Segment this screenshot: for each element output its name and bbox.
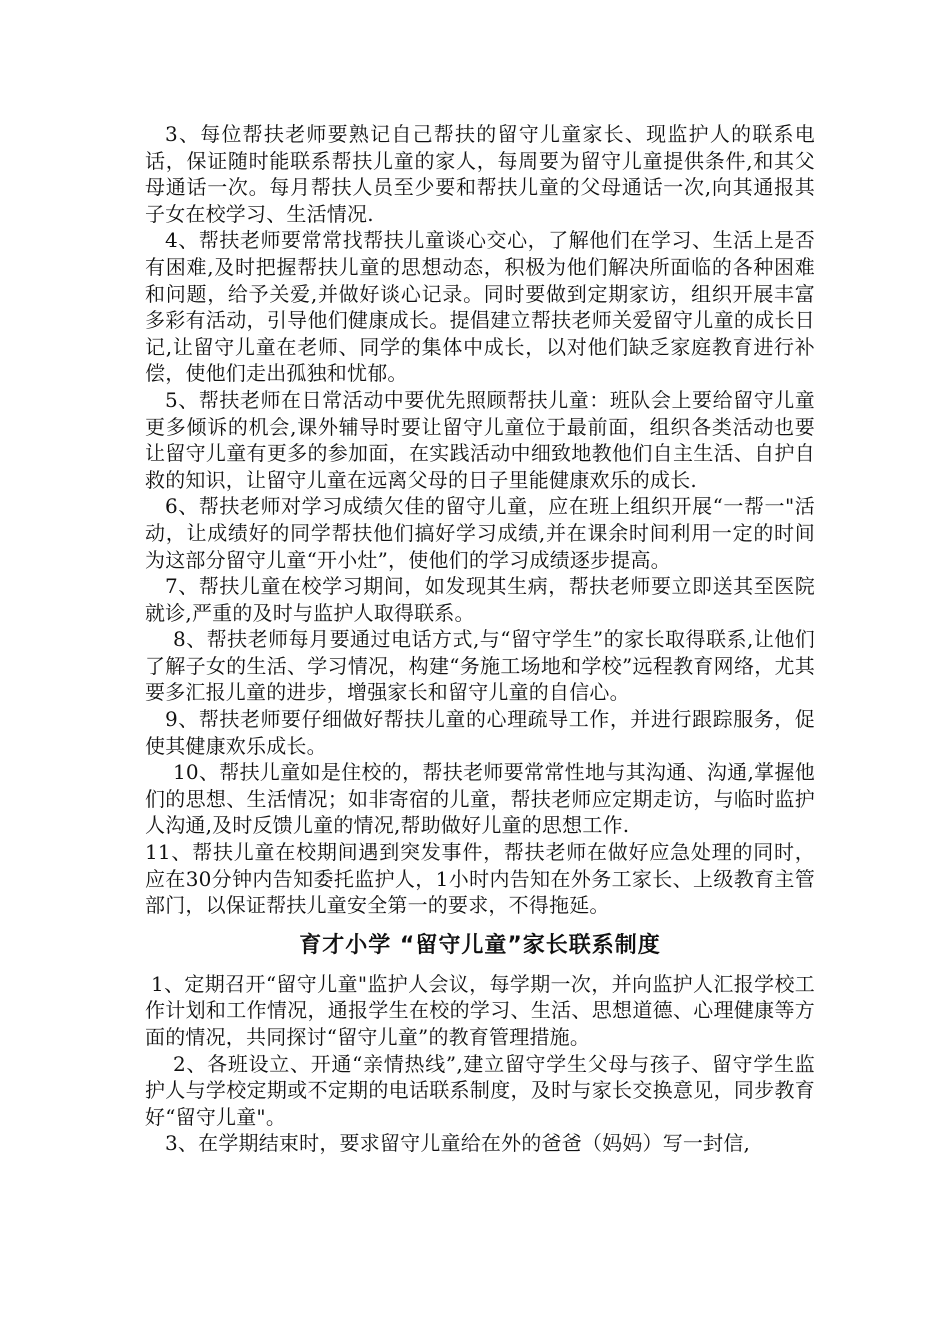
paragraph-9: 9、帮扶老师要仔细做好帮扶儿童的心理疏导工作，并进行跟踪服务，促使其健康欢乐成长。 bbox=[145, 707, 815, 758]
contact-paragraph-2: 2、各班设立、开通“亲情热线”,建立留守学生父母与孩子、留守学生监护人与学校定期或不定期的电话联系制度，及时与家长交换意见，同步教育好“留守儿童"。 bbox=[145, 1051, 815, 1129]
contact-paragraph-1: 1、定期召开“留守儿童"监护人会议，每学期一次，并向监护人汇报学校工作计划和工作情况，通报学生在校的学习、生活、思想道德、心理健康等方面的情况，共同探讨“留守儿童”的教育管理措施。 bbox=[145, 971, 815, 1049]
paragraph-11: 11、帮扶儿童在校期间遇到突发事件，帮扶老师在做好应急处理的同时，应在30分钟内告知委托监护人，1小时内告知在外务工家长、上级教育主管部门，以保证帮扶儿童安全第一的要求，不得拖延。 bbox=[145, 840, 815, 918]
paragraph-5: 5、帮扶老师在日常活动中要优先照顾帮扶儿童：班队会上要给留守儿童更多倾诉的机会,课外辅导时要让留守儿童位于最前面，组织各类活动也要让留守儿童有更多的参加面，在实践活动中细致地教他们自主生活、自护自救的知识，让留守儿童在远离父母的日子里能健康欢乐的成长. bbox=[145, 387, 815, 492]
paragraph-3: 3、每位帮扶老师要熟记自己帮扶的留守儿童家长、现监护人的联系电话，保证随时能联系帮扶儿童的家人，每周要为留守儿童提供条件,和其父母通话一次。每月帮扶人员至少要和帮扶儿童的父母通话一次,向其通报其子女在校学习、生活情况. bbox=[145, 122, 815, 226]
paragraph-4: 4、帮扶老师要常常找帮扶儿童谈心交心，了解他们在学习、生活上是否有困难,及时把握帮扶儿童的思想动态，积极为他们解决所面临的各种困难和问题，给予关爱,并做好谈心记录。同时要做到定期家访，组织开展丰富多彩有活动，引导他们健康成长。提倡建立帮扶老师关爱留守儿童的成长日记,让留守儿童在老师、同学的集体中成长，以对他们缺乏家庭教育进行补偿，使他们走出孤独和忧郁。 bbox=[145, 228, 815, 386]
section-title: 育才小学 “留守儿童”家长联系制度 bbox=[299, 932, 661, 958]
contact-paragraph-3: 3、在学期结束时，要求留守儿童给在外的爸爸（妈妈）写一封信, bbox=[165, 1131, 751, 1156]
paragraph-10: 10、帮扶儿童如是住校的，帮扶老师要常常性地与其沟通、沟通,掌握他们的思想、生活情况；如非寄宿的儿童，帮扶老师应定期走访，与临时监护人沟通,及时反馈儿童的情况,帮助做好儿童的思想工作. bbox=[145, 760, 815, 838]
paragraph-8: 8、帮扶老师每月要通过电话方式,与“留守学生”的家长取得联系,让他们了解子女的生活、学习情况，构建“务施工场地和学校”远程教育网络，尤其要多汇报儿童的进步，增强家长和留守儿童的自信心。 bbox=[145, 627, 815, 705]
document-page bbox=[145, 121, 815, 1157]
paragraph-7: 7、帮扶儿童在校学习期间，如发现其生病，帮扶老师要立即送其至医院就诊,严重的及时与监护人取得联系。 bbox=[145, 574, 815, 625]
paragraph-6: 6、帮扶老师对学习成绩欠佳的留守儿童，应在班上组织开展“一帮一"活动，让成绩好的同学帮扶他们搞好学习成绩,并在课余时间利用一定的时间为这部分留守儿童“开小灶”，使他们的学习成绩逐步提高。 bbox=[145, 494, 815, 572]
